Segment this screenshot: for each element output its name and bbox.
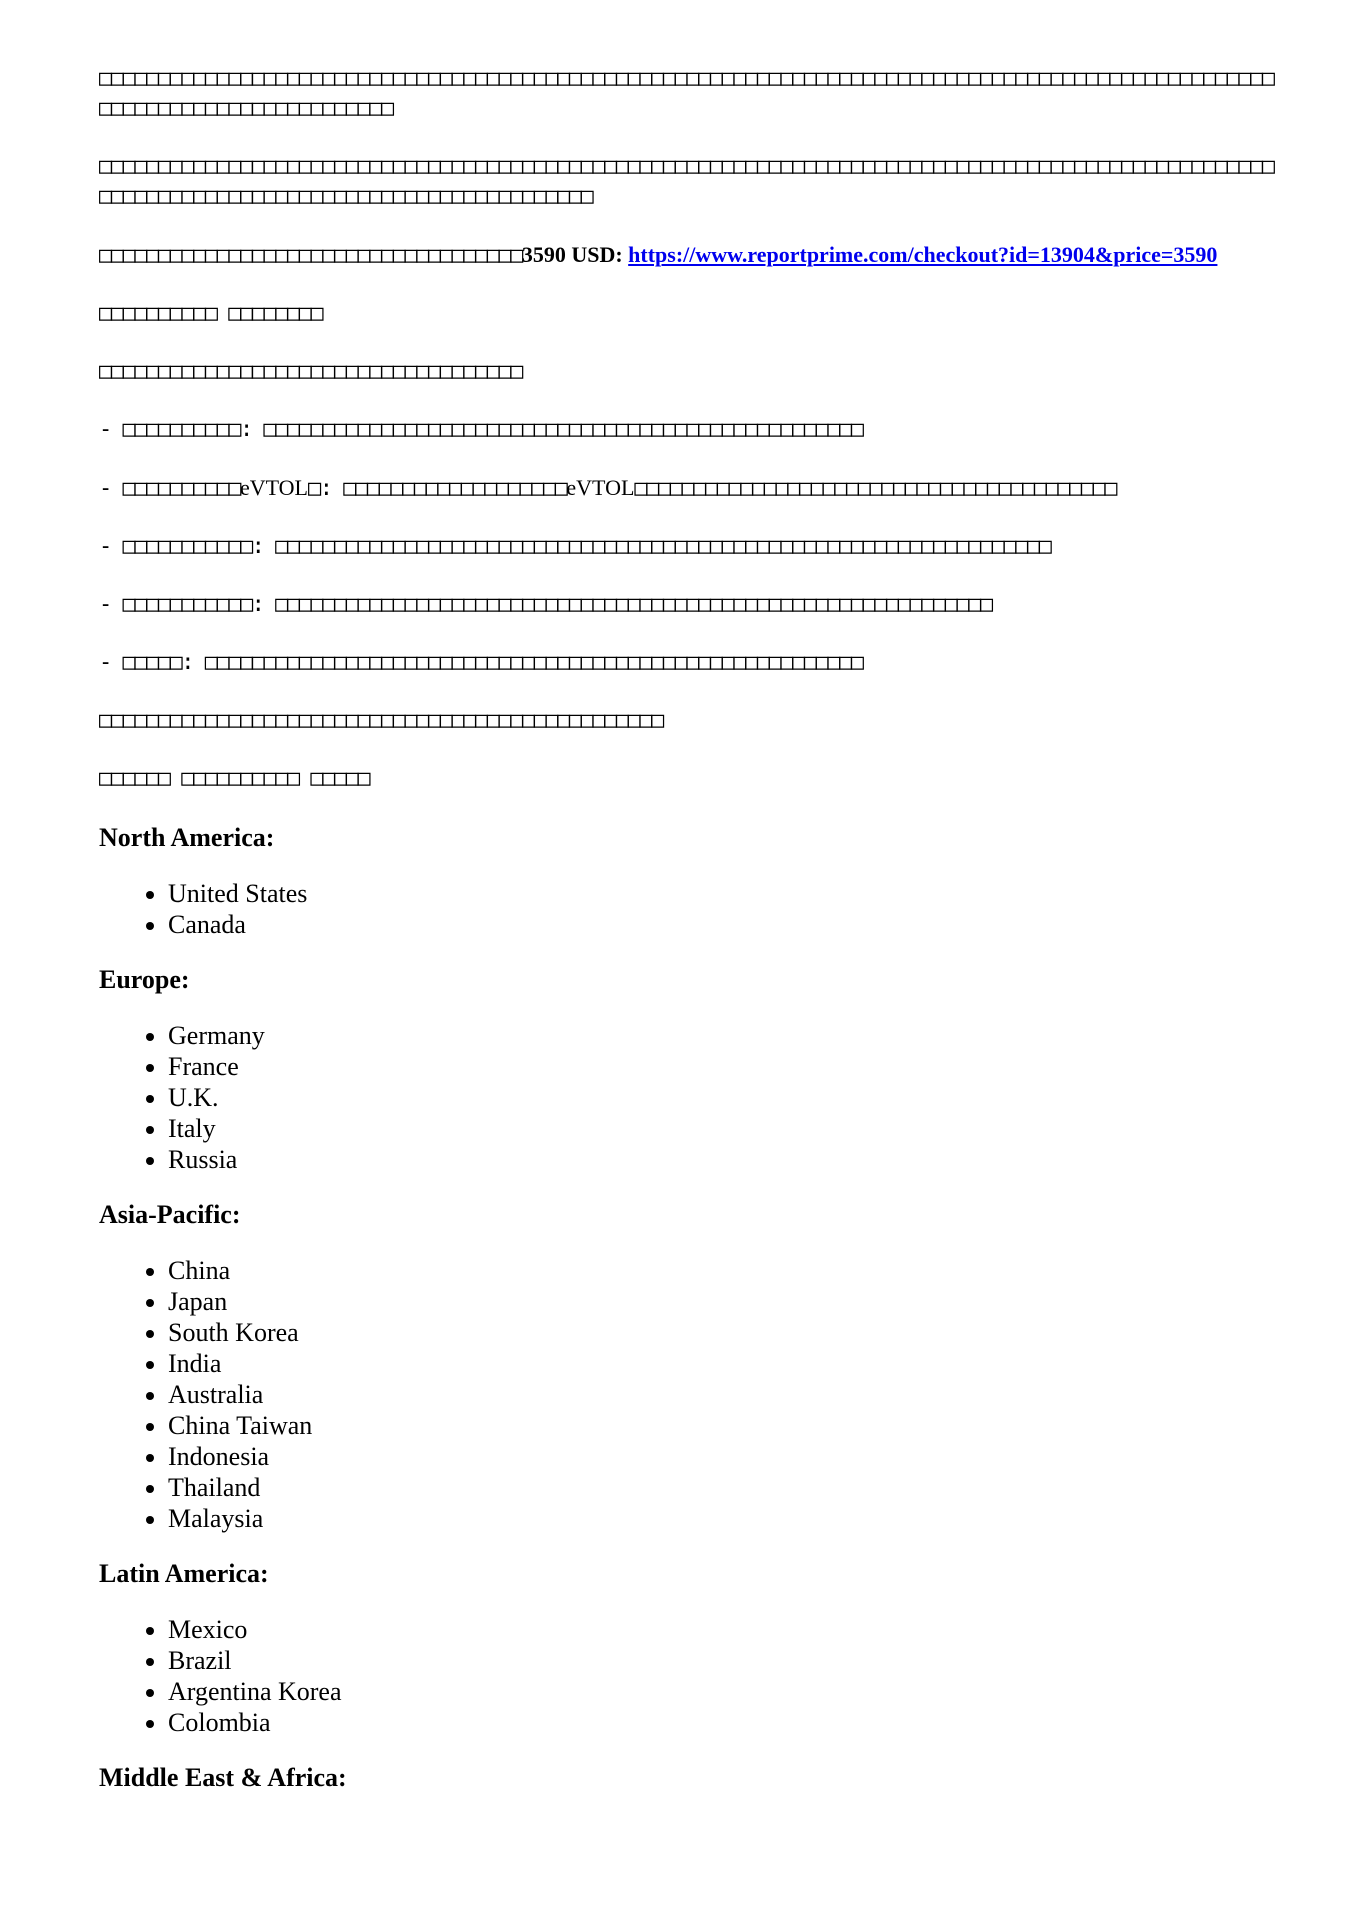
region-heading-middle-east-africa: Middle East & Africa: <box>99 1763 347 1792</box>
paragraph-intro: □□□□□□□□□□□□□□□□□□□□□□□□□□□□□□□□□□□□□□□□□□□□□□□□□□□□□□□□□□□□□□□□□□□□□□□□□□□□□□□□□□□□□□□□□□□□□□□□□□□□□□□□□□□□□□□□□□□□□□□□□□□□□ <box>99 66 1274 121</box>
section-heading: □□□□□□□□□□ □□□□□□□□ <box>99 301 323 326</box>
country-item: • Malaysia <box>168 1503 1279 1534</box>
country-item: • China <box>168 1255 1279 1286</box>
country-item: • Australia <box>168 1379 1279 1410</box>
paragraph-description: □□□□□□□□□□□□□□□□□□□□□□□□□□□□□□□□□□□□□□□□□□□□□□□□□□□□□□□□□□□□□□□□□□□□□□□□□□□□□□□□□□□□□□□□□□□□□□□□□□□□□□□□□□□□□□□□□□□□□□□□□□□□□□□□□□□□□□□□□□□□□□ <box>99 154 1274 209</box>
country-item: • India <box>168 1348 1279 1379</box>
country-item: • Mexico <box>168 1614 1279 1645</box>
country-item: • Germany <box>168 1020 1279 1051</box>
bullet-2-evtol-1: eVTOL <box>239 475 308 500</box>
country-list-latin-america <box>99 1614 1279 1738</box>
paragraph-regions-intro: □□□□□□□□□□□□□□□□□□□□□□□□□□□□□□□□□□□□□□□□□□□□□□□□ <box>99 708 663 733</box>
region-heading-north-america: North America: <box>99 823 275 852</box>
bullet-2-part-c: □: □□□□□□□□□□□□□□□□□□□ <box>307 476 567 501</box>
bullet-line-3: - □□□□□□□□□□□: □□□□□□□□□□□□□□□□□□□□□□□□□□□□□□□□□□□□□□□□□□□□□□□□□□□□□□□□□□□□□□□□□□ <box>99 534 1051 559</box>
region-heading-asia-pacific: Asia-Pacific: <box>99 1200 241 1229</box>
bullet-2-evtol-2: eVTOL <box>566 475 635 500</box>
paragraph-segments-intro: □□□□□□□□□□□□□□□□□□□□□□□□□□□□□□□□□□□□ <box>99 359 522 384</box>
country-list-north-america <box>99 878 1279 940</box>
country-item: • Argentina Korea <box>168 1676 1279 1707</box>
country-item: • China Taiwan <box>168 1410 1279 1441</box>
purchase-text: □□□□□□□□□□□□□□□□□□□□□□□□□□□□□□□□□□□□ <box>99 243 522 268</box>
country-item: • Japan <box>168 1286 1279 1317</box>
bullet-2-part-a: - □□□□□□□□□□ <box>99 476 240 501</box>
country-item: • Colombia <box>168 1707 1279 1738</box>
country-item: • Russia <box>168 1144 1279 1175</box>
bullet-line-5: - □□□□□: □□□□□□□□□□□□□□□□□□□□□□□□□□□□□□□□□□□□□□□□□□□□□□□□□□□□□□□□ <box>99 650 863 675</box>
region-heading-europe: Europe: <box>99 965 190 994</box>
bullet-2-part-e: □□□□□□□□□□□□□□□□□□□□□□□□□□□□□□□□□□□□□□□□□ <box>634 476 1116 501</box>
country-list-europe <box>99 1020 1279 1175</box>
country-item: • Thailand <box>168 1472 1279 1503</box>
country-item: • Brazil <box>168 1645 1279 1676</box>
bullet-line-1: - □□□□□□□□□□: □□□□□□□□□□□□□□□□□□□□□□□□□□□□□□□□□□□□□□□□□□□□□□□□□□□ <box>99 417 863 442</box>
purchase-price: 3590 USD: <box>521 242 629 267</box>
country-list-asia-pacific <box>99 1255 1279 1534</box>
document-page <box>99 64 1279 1818</box>
country-item: • Canada <box>168 909 1279 940</box>
country-item: • United States <box>168 878 1279 909</box>
bullet-line-4: - □□□□□□□□□□□: □□□□□□□□□□□□□□□□□□□□□□□□□□□□□□□□□□□□□□□□□□□□□□□□□□□□□□□□□□□□□ <box>99 592 992 617</box>
bullet-line-2 <box>99 473 1279 504</box>
country-item: • France <box>168 1051 1279 1082</box>
country-item: • Italy <box>168 1113 1279 1144</box>
checkout-link[interactable]: https://www.reportprime.com/checkout?id=13904&price=3590 <box>628 242 1218 267</box>
country-item: • Indonesia <box>168 1441 1279 1472</box>
country-item: • South Korea <box>168 1317 1279 1348</box>
paragraph-purchase <box>99 240 1279 271</box>
country-item: • U.K. <box>168 1082 1279 1113</box>
regions-heading: □□□□□□ □□□□□□□□□□ □□□□□ <box>99 766 370 791</box>
region-heading-latin-america: Latin America: <box>99 1559 269 1588</box>
